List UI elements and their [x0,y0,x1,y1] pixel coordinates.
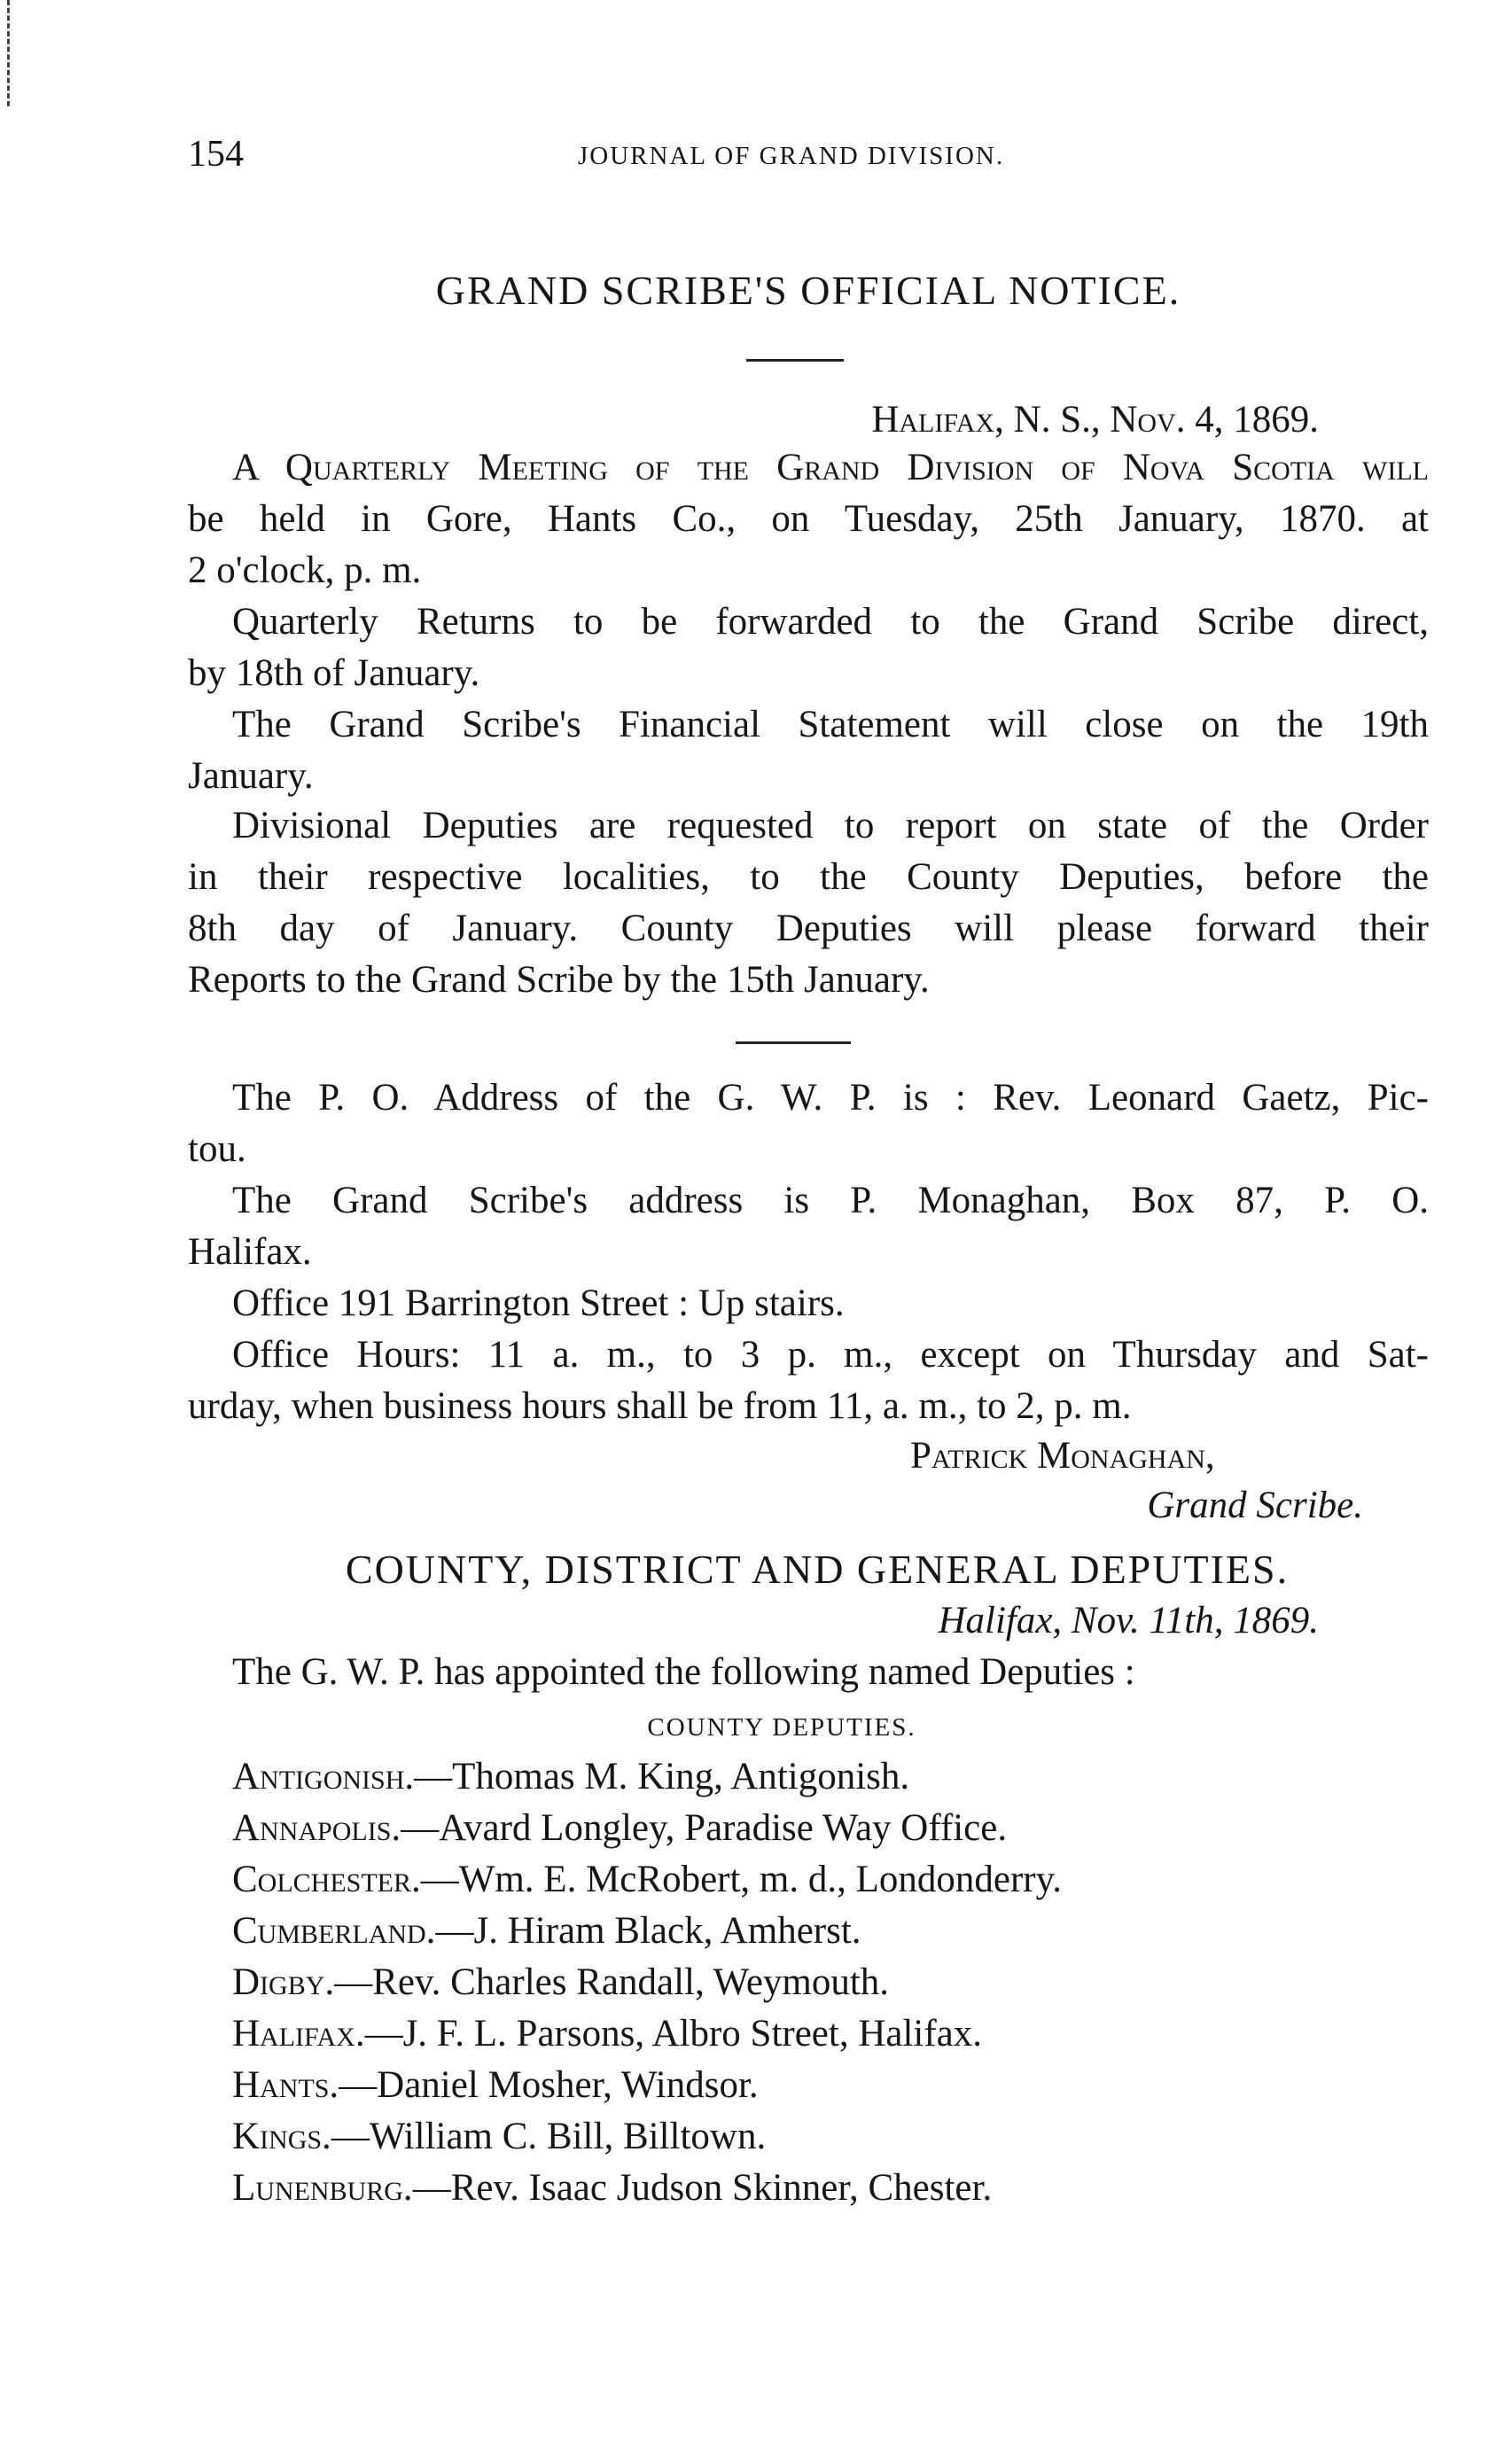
address-line: Office 191 Barrington Street : Up stairs. [232,1283,845,1324]
county-name: Lunenburg. [232,2167,413,2209]
address-line: The Grand Scribe's address is P. Monaghan, Box 87, P. O. [232,1180,1429,1221]
deputy-entry [188,1960,1429,2006]
county-name: Cumberland. [232,1910,436,1952]
deputy-entry [188,2011,1429,2057]
address-line: urday, when business hours shall be from 11, a. m., to 2, p. m. [188,1385,1132,1427]
county-name: Antigonish. [232,1756,415,1797]
notice-title: GRAND SCRIBE'S OFFICIAL NOTICE. [435,268,1181,313]
county-name: Annapolis. [232,1807,401,1849]
deputy-name: —J. Hiram Black, Amherst. [435,1910,861,1952]
page-number: 154 [188,134,244,175]
notice-line: Reports to the Grand Scribe by the 15th January. [188,959,930,1001]
deputy-name: —Rev. Isaac Judson Skinner, Chester. [412,2167,993,2209]
scan-edge-mark [7,0,12,106]
deputy-name: —Daniel Mosher, Windsor. [339,2064,759,2106]
notice-line: Divisional Deputies are requested to report on state of the Order [232,805,1429,846]
deputy-entry [188,2165,1429,2211]
notice-line: 2 o'clock, p. m. [188,550,422,591]
notice-line: 8th day of January. County Deputies will please forward their [188,908,1429,949]
county-name: Digby. [232,1961,335,2003]
deputy-name: —Avard Longley, Paradise Way Office. [401,1807,1008,1849]
notice-dateline: Halifax, N. S., Nov. 4, 1869. [871,399,1319,441]
deputy-entry [188,1805,1429,1852]
notice-line: January. [188,755,314,797]
deputy-entry [188,1754,1429,1800]
notice-line: Quarterly Returns to be forwarded to the Grand Scribe direct, [232,601,1429,643]
deputies-dateline: Halifax, Nov. 11th, 1869. [938,1600,1319,1641]
address-line: tou. [188,1128,246,1170]
notice-line: be held in Gore, Hants Co., on Tuesday, 25th January, 1870. at [188,498,1429,540]
deputy-entry [188,1908,1429,1954]
signature-title: Grand Scribe. [1147,1485,1363,1526]
deputy-entry [188,1857,1429,1903]
county-name: Halifax. [232,2013,365,2054]
section-divider-rule [736,1041,851,1044]
deputy-name: —Rev. Charles Randall, Weymouth. [334,1961,890,2003]
running-title: JOURNAL OF GRAND DIVISION. [578,142,1005,170]
county-name: Hants. [232,2064,339,2106]
notice-line: by 18th of January. [188,652,480,694]
deputy-entry [188,2114,1429,2160]
address-line: Office Hours: 11 a. m., to 3 p. m., except on Thursday and Sat- [232,1334,1429,1376]
notice-title-rule [746,359,844,362]
county-name: Colchester. [232,1859,421,1900]
notice-line: A Quarterly Meeting of the Grand Division of Nova Scotia will [232,447,1429,488]
deputy-name: —William C. Bill, Billtown. [331,2116,767,2157]
deputies-subheading: COUNTY DEPUTIES. [647,1713,916,1742]
notice-line: in their respective localities, to the County Deputies, before the [188,856,1429,898]
notice-line: The Grand Scribe's Financial Statement will close on the 19th [232,704,1429,745]
deputy-name: —Wm. E. McRobert, m. d., Londonderry. [420,1859,1063,1900]
deputies-title: COUNTY, DISTRICT AND GENERAL DEPUTIES. [345,1547,1290,1592]
county-name: Kings. [232,2116,331,2157]
address-line: The P. O. Address of the G. W. P. is : Rev. Leonard Gaetz, Pic- [232,1077,1429,1119]
address-line: Halifax. [188,1231,312,1273]
deputy-name: —J. F. L. Parsons, Albro Street, Halifax. [364,2013,983,2054]
signature-name: Patrick Monaghan, [910,1435,1215,1477]
deputies-intro: The G. W. P. has appointed the following named Deputies : [232,1651,1135,1693]
deputy-entry [188,2062,1429,2109]
deputy-name: —Thomas M. King, Antigonish. [414,1756,910,1797]
running-head [188,133,1429,186]
